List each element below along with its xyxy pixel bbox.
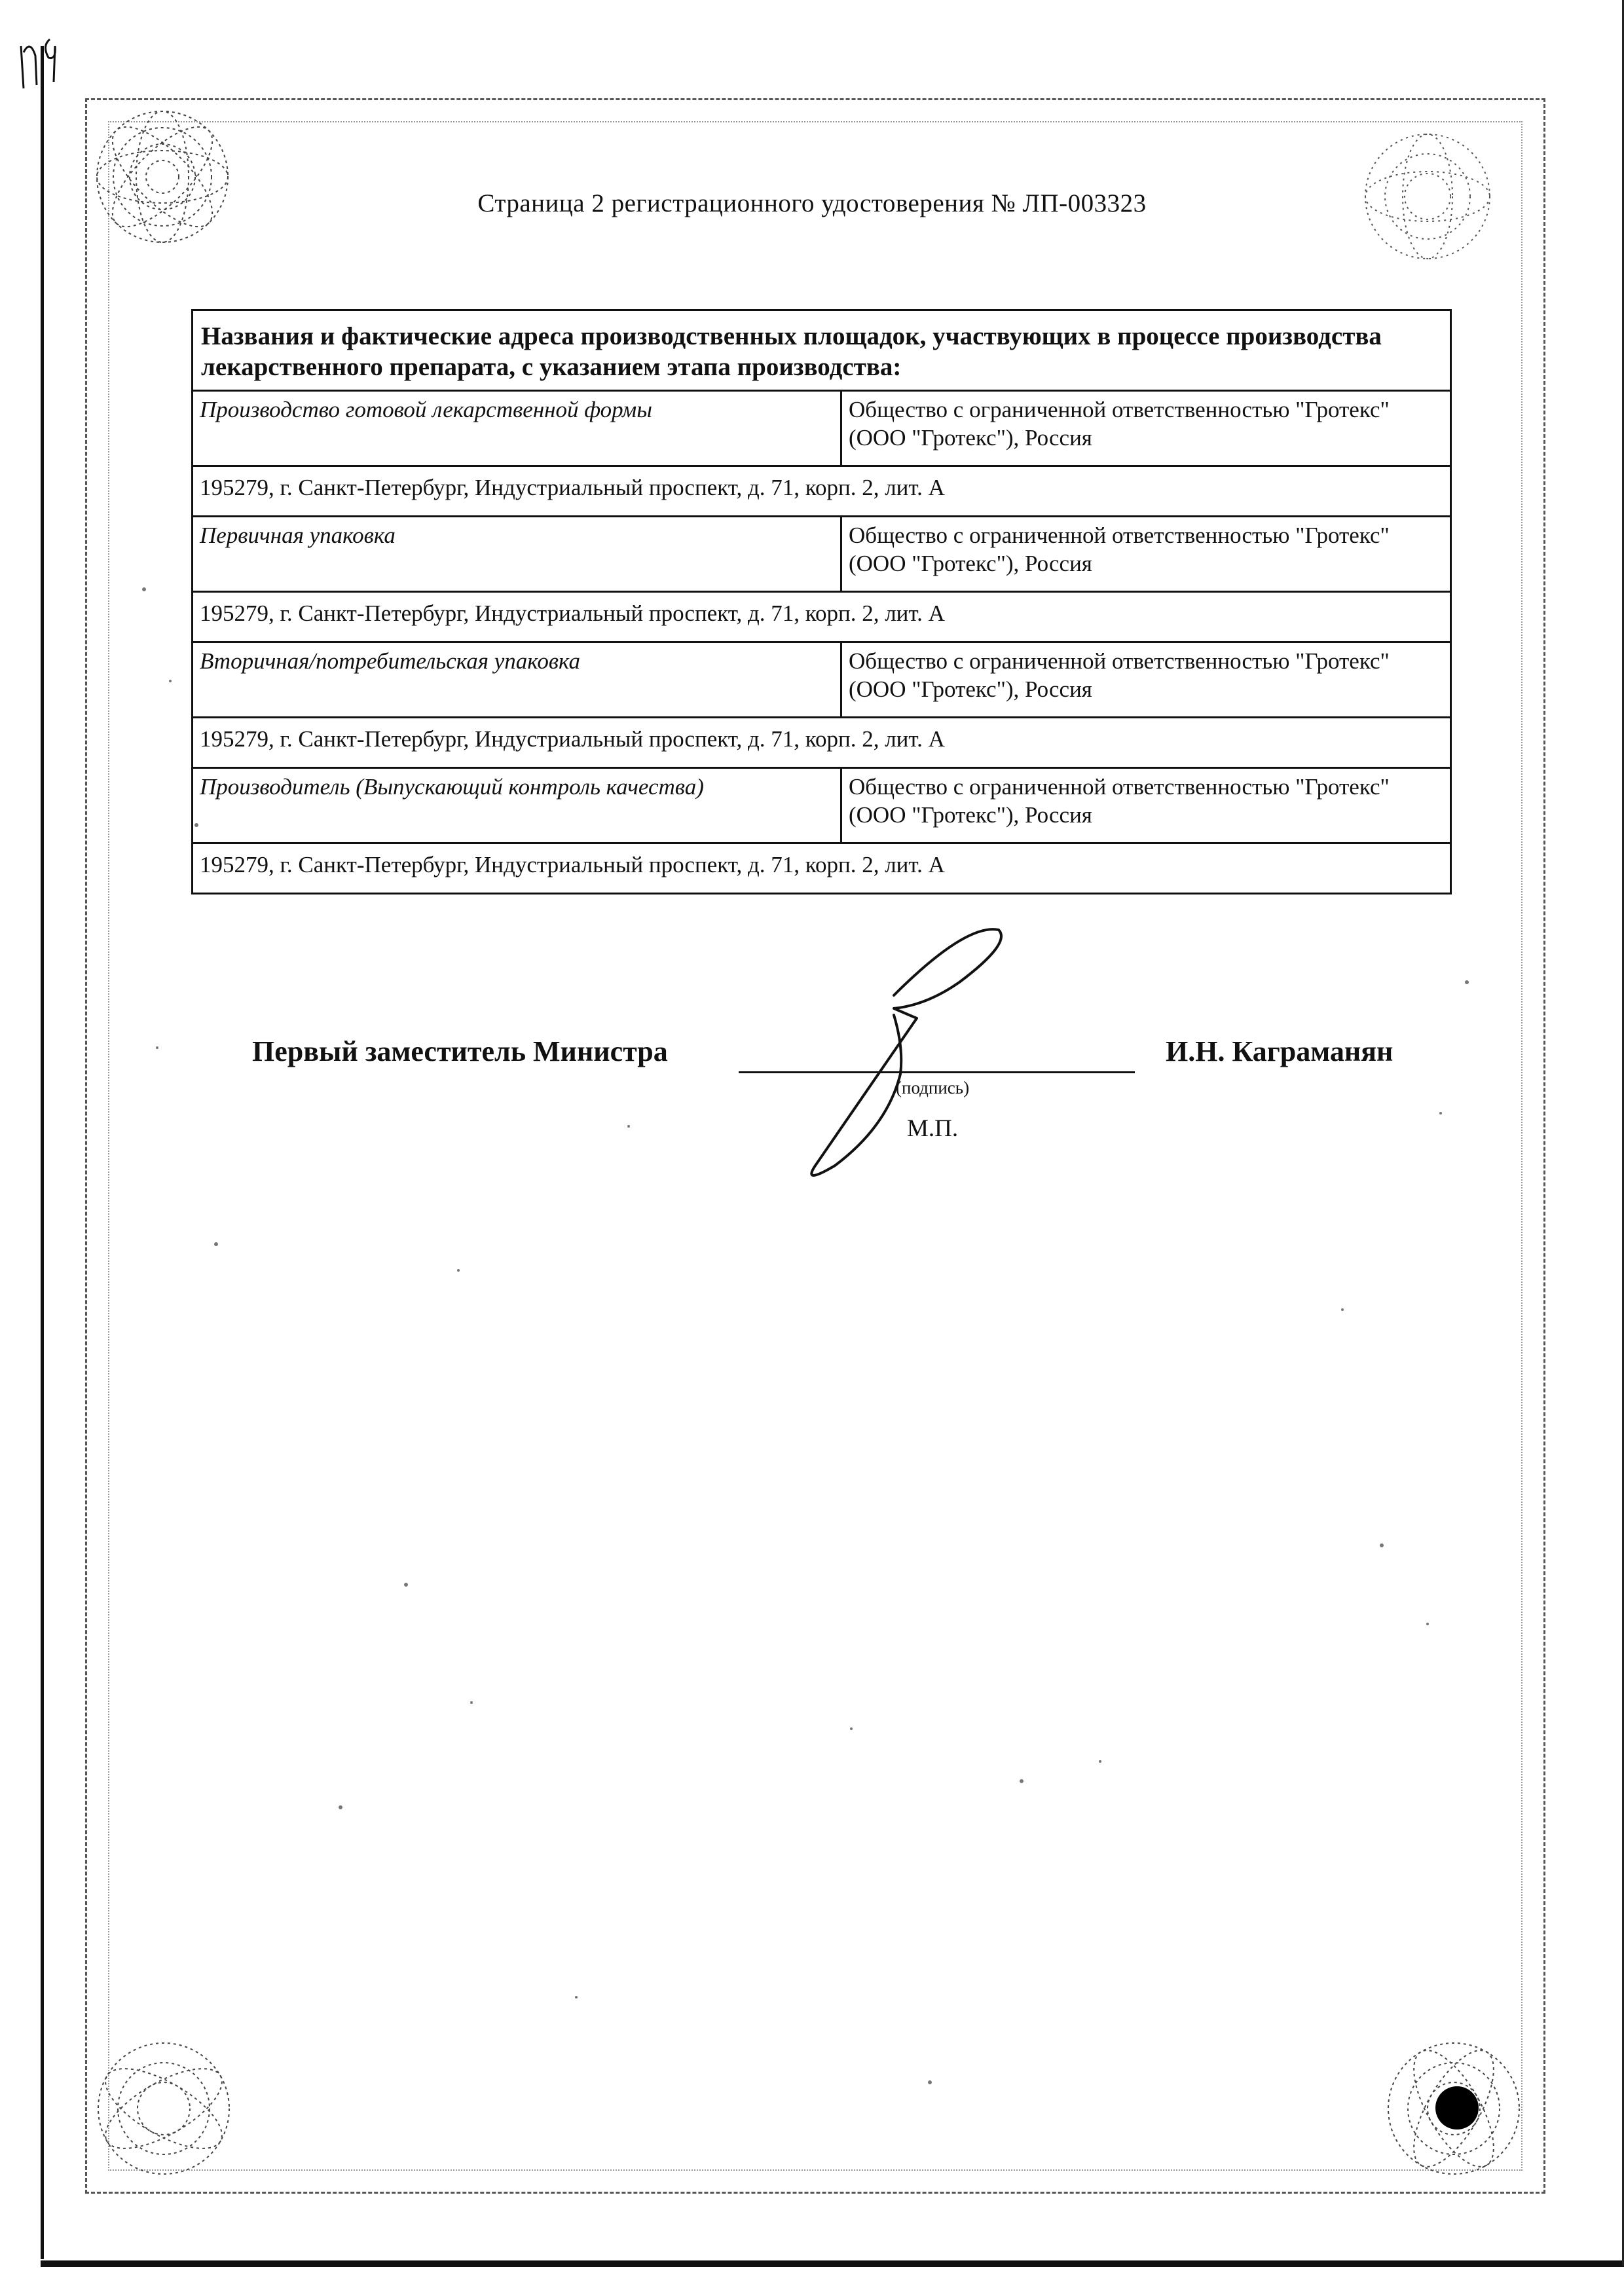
table-heading: Названия и фактические адреса производственных площадок, участвующих в процессе производства лекарственного препарата, с указанием этапа производства: [193,310,1451,391]
signatory-position: Первый заместитель Министра [252,1035,668,1067]
production-stage: Вторичная/потребительская упаковка [193,642,841,717]
production-stage: Первичная упаковка [193,516,841,591]
manufacturer-company: Общество с ограниченной ответственностью "Гротекс" (ООО "Гротекс"), Россия [841,516,1451,591]
table-row [193,843,1451,893]
table-row [193,390,1451,466]
signature-block [0,1035,1624,1205]
site-address: 195279, г. Санкт-Петербург, Индустриальный проспект, д. 71, корп. 2, лит. А [193,717,1451,767]
table-row [193,591,1451,642]
seal-place-label: М.П. [907,1115,959,1142]
production-stage: Производитель (Выпускающий контроль качества) [193,767,841,843]
signatory-name: И.Н. Каграманян [1166,1035,1393,1067]
manufacturer-company: Общество с ограниченной ответственностью "Гротекс" (ООО "Гротекс"), Россия [841,767,1451,843]
table-row [193,767,1451,843]
punch-hole [1435,2086,1479,2129]
table-row [193,516,1451,591]
manufacturer-company: Общество с ограниченной ответственностью "Гротекс" (ООО "Гротекс"), Россия [841,642,1451,717]
rosette-ornament-top-left [84,98,241,255]
scan-edge-bottom [41,2260,1624,2267]
signature-caption: (подпись) [896,1078,970,1097]
production-stage: Производство готовой лекарственной формы [193,390,841,466]
handwritten-page-mark [16,26,68,98]
site-address: 195279, г. Санкт-Петербург, Индустриальный проспект, д. 71, корп. 2, лит. А [193,843,1451,893]
manufacturer-company: Общество с ограниченной ответственностью "Гротекс" (ООО "Гротекс"), Россия [841,390,1451,466]
table-row [193,717,1451,767]
table-row [193,466,1451,516]
page-header: Страница 2 регистрационного удостоверения № ЛП-003323 [477,189,1147,217]
signature-line [739,1071,1135,1073]
production-sites-table [191,309,1452,894]
site-address: 195279, г. Санкт-Петербург, Индустриальный проспект, д. 71, корп. 2, лит. А [193,591,1451,642]
site-address: 195279, г. Санкт-Петербург, Индустриальный проспект, д. 71, корп. 2, лит. А [193,466,1451,516]
table-row [193,642,1451,717]
rosette-ornament-bottom-left [85,2030,242,2187]
